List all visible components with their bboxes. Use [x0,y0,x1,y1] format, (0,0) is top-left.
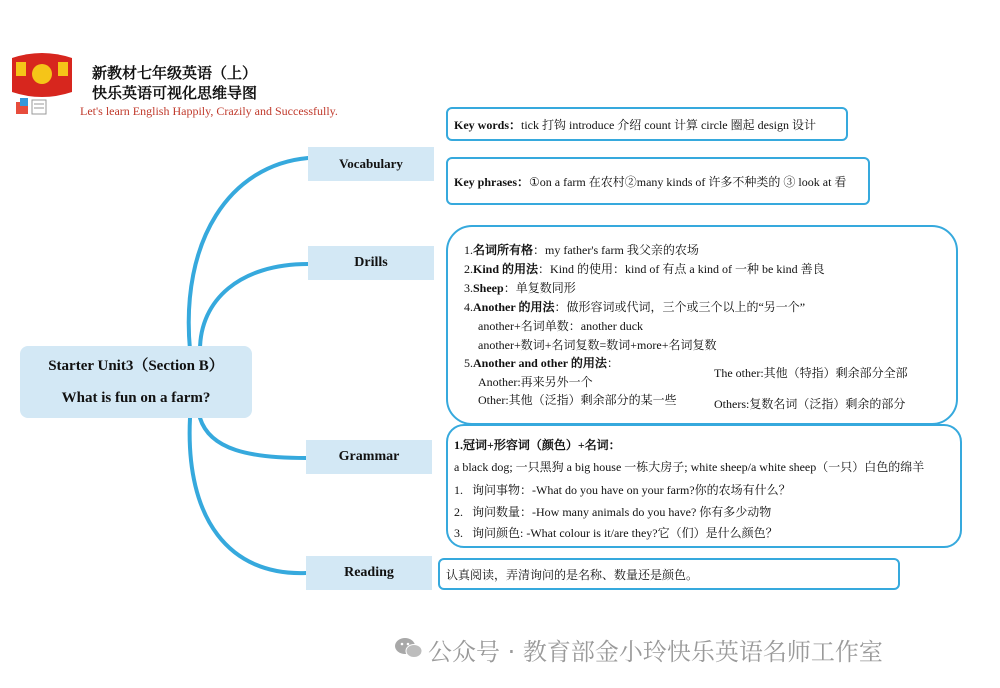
drills-another-line: Another:再来另外一个 [478,375,593,389]
key-phrases-box [446,157,870,205]
drills-line-1-text: ：my father's farm 我父亲的农场 [533,243,699,257]
reading-text: 认真阅读，弄清询问的是名称、数量还是颜色。 [446,567,699,582]
branch-grammar: Grammar [306,440,432,474]
branch-vocabulary: Vocabulary [308,147,434,181]
grammar-question-2-text: 询问数量：-How many animals do you have? 你有多少动物 [472,505,772,519]
branch-reading: Reading [306,556,432,590]
grammar-question-3-number: 3. [454,526,463,540]
grammar-question-3-text: 询问颜色: -What colour is it/are they?它（们）是什么颜色？ [472,526,778,540]
branch-drills: Drills [308,246,434,280]
drills-line-2 [464,260,825,277]
central-topic-node [20,346,252,418]
grammar-box [446,424,962,548]
drills-line-3-label: Sheep [473,281,504,295]
watermark-text: 公众号 · 教育部金小玲快乐英语名师工作室 [428,638,883,666]
reading-box [438,558,900,590]
drills-line-3-number: 3. [464,281,473,295]
grammar-question-2-number: 2. [454,505,463,519]
grammar-question-2 [454,503,771,520]
drills-line-5 [464,354,619,371]
header-title-line1: 新教材七年级英语（上） [92,64,258,82]
grammar-question-1-text: 询问事物：-What do you have on your farm?你的农场有什么？ [472,483,791,497]
drills-line-2-number: 2. [464,262,473,276]
grammar-example: a black dog; 一只黑狗 a big house 一栋大房子; white sheep/a white sheep（一只）白色的绵羊 [454,460,925,474]
wechat-icon [394,636,424,660]
key-phrases-label: Key phrases： [454,174,530,189]
drills-line-4-text: ：做形容词或代词，三个或三个以上的“另一个” [554,300,806,314]
connector-drills [200,264,308,350]
header-slogan: Let's learn English Happily, Crazily and Successfully. [80,104,338,118]
drills-line-1-number: 1. [464,243,473,257]
key-words-label: Key words： [454,117,521,132]
connector-reading [190,418,306,573]
drills-line-4 [464,298,805,315]
drills-line-4-number: 4. [464,300,473,314]
drills-line-5-number: 5. [464,356,473,370]
drills-line-5-label: Another and other 的用法 [473,356,607,370]
grammar-question-1-number: 1. [454,483,463,497]
drills-line-1 [464,241,699,258]
drills-line-3-text: ：单复数同形 [503,281,576,295]
drills-box [446,225,958,425]
logo-icon [6,48,78,120]
central-topic-line1: Starter Unit3（Section B） [48,358,224,374]
drills-line-4-label: Another 的用法 [473,300,555,314]
logo [6,48,78,120]
drills-line-4-sub2: another+数词+名词复数=数词+more+名词复数 [478,338,717,352]
drills-line-2-label: Kind 的用法 [473,262,539,276]
key-words-text: tick 打钩 introduce 介绍 count 计算 circle 圈起 design 设计 [521,117,816,132]
drills-line-1-label: 名词所有格 [473,243,534,257]
drills-other-line: Other:其他（泛指）剩余部分的某一些 [478,393,677,407]
drills-line-4-sub1: another+名词单数：another duck [478,319,644,333]
drills-the-other-line: The other:其他（特指）剩余部分全部 [714,366,908,380]
grammar-question-3 [454,524,778,541]
drills-line-2-text: ：Kind 的使用：kind of 有点 a kind of 一种 be kind 善良 [538,262,825,276]
central-topic-line2: What is fun on a farm? [61,390,211,406]
key-words-box [446,107,848,141]
key-phrases-text: ①on a farm 在农村②many kinds of 许多不种类的 ③ look at 看 [529,174,847,189]
grammar-question-1 [454,481,791,498]
drills-line-3 [464,279,576,296]
connector-grammar [200,418,306,458]
drills-line-5-text: ： [606,356,619,370]
drills-others-line: Others:复数名词（泛指）剩余的部分 [714,397,906,411]
grammar-title: 1.冠词+形容词（颜色）+名词： [454,438,621,452]
header-title-line2: 快乐英语可视化思维导图 [92,84,258,102]
